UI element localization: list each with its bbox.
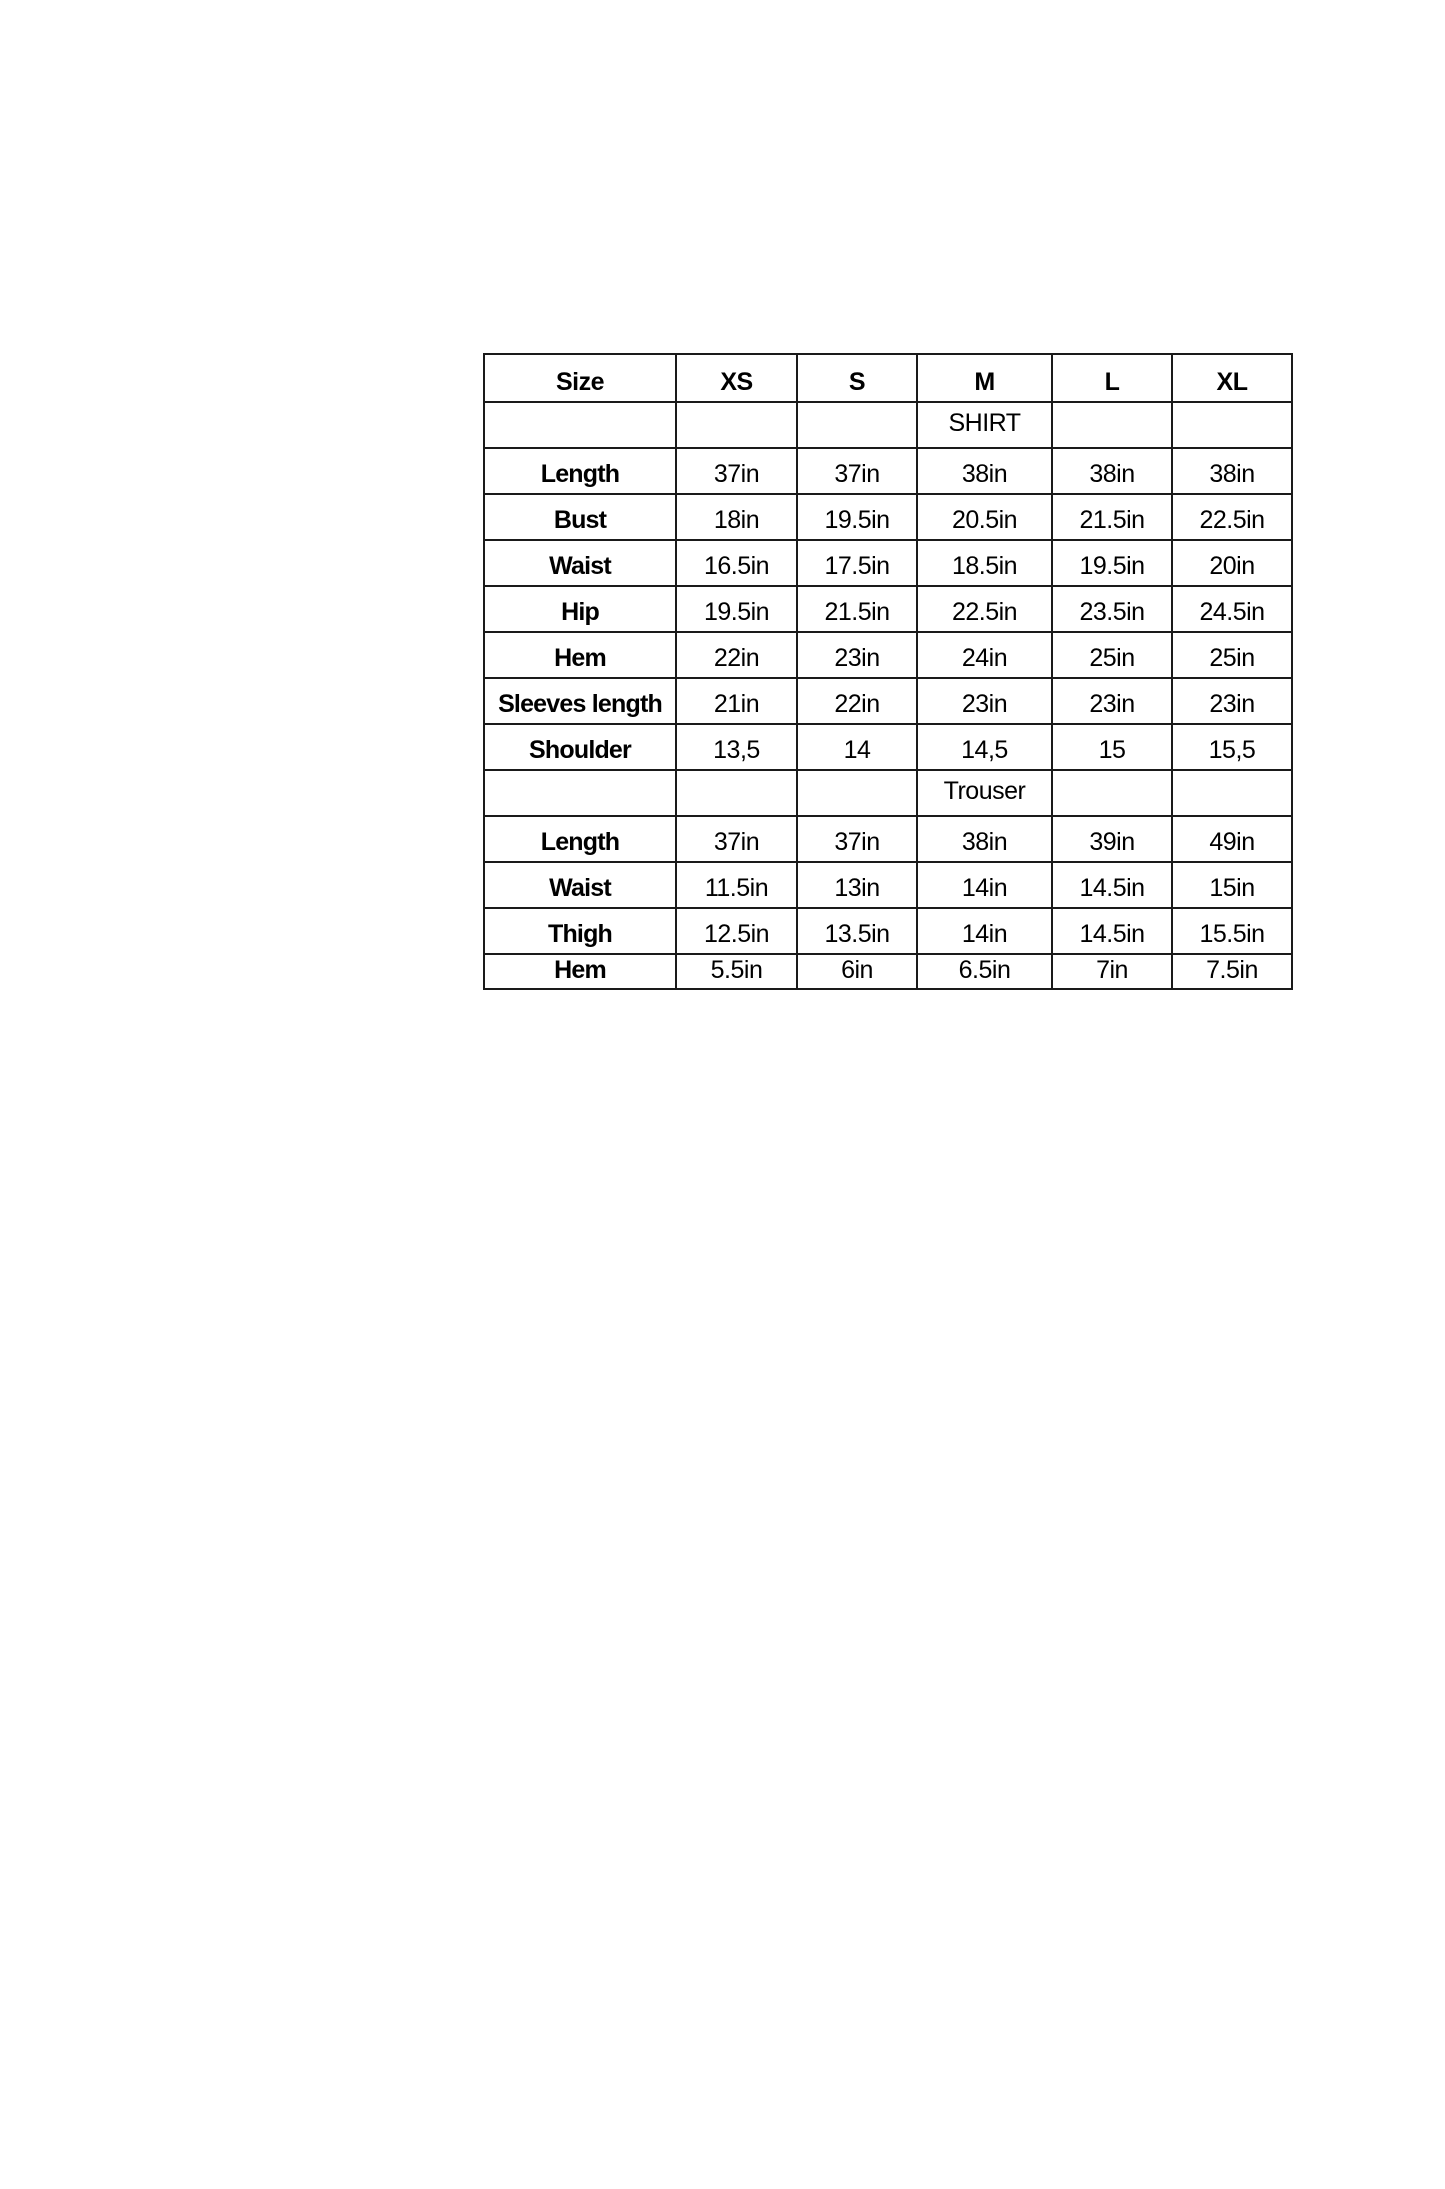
measurement-value: 39in [1052,816,1172,862]
measurement-value: 20in [1172,540,1292,586]
header-size-xl: XL [1172,354,1292,402]
header-size-m: M [917,354,1052,402]
measurement-value: 24.5in [1172,586,1292,632]
header-size-label: Size [484,354,676,402]
measurement-row [484,678,1292,724]
measurement-value: 24in [917,632,1052,678]
measurement-value: 22.5in [917,586,1052,632]
measurement-value: 7in [1052,954,1172,989]
measurement-value: 19.5in [1052,540,1172,586]
empty-cell [797,402,917,448]
measurement-value: 15in [1172,862,1292,908]
measurement-value: 15.5in [1172,908,1292,954]
measurement-value: 16.5in [676,540,797,586]
measurement-value: 21.5in [797,586,917,632]
measurement-value: 21in [676,678,797,724]
measurement-value: 18in [676,494,797,540]
measurement-value: 23in [1172,678,1292,724]
measurement-value: 14.5in [1052,862,1172,908]
measurement-row [484,586,1292,632]
measurement-row [484,540,1292,586]
size-chart-body [484,354,1292,989]
measurement-value: 37in [676,816,797,862]
measurement-label: Bust [484,494,676,540]
measurement-row [484,494,1292,540]
measurement-value: 37in [797,448,917,494]
measurement-value: 13in [797,862,917,908]
measurement-label: Hem [484,632,676,678]
empty-cell [676,770,797,816]
measurement-value: 12.5in [676,908,797,954]
header-row [484,354,1292,402]
measurement-value: 13,5 [676,724,797,770]
measurement-value: 7.5in [1172,954,1292,989]
measurement-value: 5.5in [676,954,797,989]
measurement-value: 19.5in [676,586,797,632]
measurement-value: 25in [1052,632,1172,678]
empty-cell [484,770,676,816]
measurement-value: 37in [797,816,917,862]
empty-cell [1052,770,1172,816]
empty-cell [1172,770,1292,816]
measurement-value: 17.5in [797,540,917,586]
measurement-label: Hem [484,954,676,989]
section-row [484,402,1292,448]
measurement-value: 22.5in [1172,494,1292,540]
measurement-value: 14,5 [917,724,1052,770]
measurement-value: 6.5in [917,954,1052,989]
empty-cell [676,402,797,448]
empty-cell [1172,402,1292,448]
measurement-value: 21.5in [1052,494,1172,540]
empty-cell [797,770,917,816]
measurement-row [484,816,1292,862]
measurement-value: 14in [917,862,1052,908]
measurement-value: 6in [797,954,917,989]
measurement-value: 13.5in [797,908,917,954]
measurement-value: 38in [1172,448,1292,494]
measurement-value: 11.5in [676,862,797,908]
measurement-value: 23in [1052,678,1172,724]
measurement-row [484,632,1292,678]
measurement-value: 23.5in [1052,586,1172,632]
measurement-label: Sleeves length [484,678,676,724]
measurement-value: 20.5in [917,494,1052,540]
measurement-row [484,862,1292,908]
measurement-value: 37in [676,448,797,494]
empty-cell [1052,402,1172,448]
measurement-row [484,448,1292,494]
measurement-value: 38in [917,816,1052,862]
measurement-label: Hip [484,586,676,632]
size-chart-table [483,353,1293,990]
header-size-l: L [1052,354,1172,402]
measurement-value: 49in [1172,816,1292,862]
measurement-value: 38in [1052,448,1172,494]
measurement-value: 15,5 [1172,724,1292,770]
section-title: SHIRT [917,402,1052,448]
measurement-label: Waist [484,540,676,586]
measurement-label: Shoulder [484,724,676,770]
measurement-row [484,908,1292,954]
header-size-xs: XS [676,354,797,402]
measurement-value: 22in [676,632,797,678]
measurement-value: 25in [1172,632,1292,678]
measurement-label: Length [484,816,676,862]
measurement-value: 14in [917,908,1052,954]
measurement-label: Length [484,448,676,494]
header-size-s: S [797,354,917,402]
measurement-value: 19.5in [797,494,917,540]
measurement-value: 22in [797,678,917,724]
measurement-value: 23in [917,678,1052,724]
measurement-value: 18.5in [917,540,1052,586]
measurement-label: Waist [484,862,676,908]
measurement-value: 23in [797,632,917,678]
section-row [484,770,1292,816]
measurement-label: Thigh [484,908,676,954]
measurement-value: 14.5in [1052,908,1172,954]
measurement-value: 15 [1052,724,1172,770]
measurement-value: 14 [797,724,917,770]
measurement-row [484,954,1292,989]
measurement-value: 38in [917,448,1052,494]
empty-cell [484,402,676,448]
section-title: Trouser [917,770,1052,816]
measurement-row [484,724,1292,770]
